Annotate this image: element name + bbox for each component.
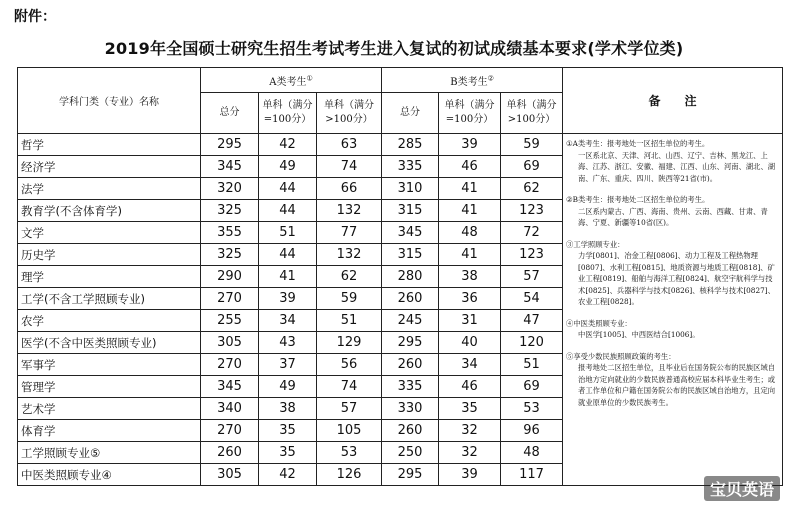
note-item [566,318,779,341]
score-cell-a-100: 35 [259,442,317,464]
score-cell-a-100: 41 [259,266,317,288]
score-cell-a-100: 49 [259,376,317,398]
score-cell-a-gt100: 59 [317,288,382,310]
subject-cell: 艺术学 [18,398,201,420]
score-cell-a-gt100: 62 [317,266,382,288]
score-cell-a-100: 42 [259,134,317,156]
score-cell-a-total: 345 [201,376,259,398]
score-cell-a-total: 355 [201,222,259,244]
score-cell-a-100: 34 [259,310,317,332]
note-title: ⑤享受少数民族照顾政策的考生： [566,351,676,361]
score-cell-b-total: 285 [382,134,439,156]
watermark-logo: 宝贝英语 [704,476,780,501]
score-cell-a-total: 305 [201,464,259,486]
score-cell-b-gt100: 47 [501,310,563,332]
score-cell-b-gt100: 53 [501,398,563,420]
attachment-label: 附件： [14,9,56,25]
score-cell-b-100: 39 [439,134,501,156]
subject-cell: 工学(不含工学照顾专业) [18,288,201,310]
score-cell-a-gt100: 51 [317,310,382,332]
page-title: 2019年全国硕士研究生招生考试考生进入复试的初试成绩基本要求(学术学位类) [104,39,684,58]
note-body: 报考地处二区招生单位，且毕业后在国务院公布的民族区域自治地方定向就业的少数民族普通高校应届本科毕业生考生；或者工作单位和户籍在国务院公布的民族区域自治地方，且定向就业原单位的少数民族考生。 [578,363,776,407]
note-title: ③工学照顾专业： [566,239,625,249]
score-cell-b-total: 260 [382,288,439,310]
notes-cell [563,134,783,486]
score-cell-b-gt100: 62 [501,178,563,200]
subject-cell: 军事学 [18,354,201,376]
note-body: 一区系北京、天津、河北、山西、辽宁、吉林、黑龙江、上海、江苏、浙江、安徽、福建、江西、山东、河南、湖北、湖南、广东、重庆、四川、陕西等21省(市)。 [578,150,776,183]
score-cell-a-gt100: 77 [317,222,382,244]
group-b-header: B类考生② [382,68,563,93]
score-cell-b-100: 41 [439,178,501,200]
score-cell-a-total: 270 [201,420,259,442]
score-cell-b-100: 48 [439,222,501,244]
a-single-gt100-header: 单科（满分>100分） [317,93,382,134]
score-cell-a-total: 320 [201,178,259,200]
score-cell-b-gt100: 96 [501,420,563,442]
score-cell-b-total: 310 [382,178,439,200]
a-total-header: 总分 [201,93,259,134]
note-title: ①A类考生：报考地处一区招生单位的考生。 [566,139,710,148]
note-title: ②B类考生：报考地处二区招生单位的考生。 [566,195,710,204]
score-cell-b-total: 335 [382,376,439,398]
score-cell-b-total: 315 [382,244,439,266]
score-cell-b-total: 260 [382,354,439,376]
score-table [17,67,783,486]
score-cell-b-gt100: 69 [501,156,563,178]
score-cell-a-gt100: 63 [317,134,382,156]
score-cell-b-100: 32 [439,420,501,442]
score-cell-a-total: 270 [201,288,259,310]
score-cell-b-100: 41 [439,244,501,266]
score-cell-a-gt100: 132 [317,200,382,222]
subject-cell: 工学照顾专业⑤ [18,442,201,464]
score-cell-b-100: 31 [439,310,501,332]
note-body: 中医学[1005]、中西医结合[1006]。 [578,330,700,339]
subject-cell: 法学 [18,178,201,200]
score-cell-a-total: 255 [201,310,259,332]
score-cell-a-total: 290 [201,266,259,288]
score-cell-b-gt100: 57 [501,266,563,288]
score-cell-a-total: 325 [201,244,259,266]
subject-column-header: 学科门类（专业）名称 [18,68,201,134]
subject-cell: 理学 [18,266,201,288]
subject-cell: 医学(不含中医类照顾专业) [18,332,201,354]
score-cell-b-gt100: 59 [501,134,563,156]
note-item [566,239,779,308]
score-cell-b-100: 46 [439,156,501,178]
subject-cell: 中医类照顾专业④ [18,464,201,486]
score-cell-b-100: 39 [439,464,501,486]
score-cell-a-100: 39 [259,288,317,310]
score-cell-a-gt100: 57 [317,398,382,420]
score-cell-a-total: 305 [201,332,259,354]
score-cell-a-100: 35 [259,420,317,442]
score-cell-b-gt100: 51 [501,354,563,376]
b-single-gt100-header: 单科（满分>100分） [501,93,563,134]
subject-cell: 经济学 [18,156,201,178]
score-cell-b-total: 295 [382,464,439,486]
score-cell-a-100: 44 [259,244,317,266]
score-cell-b-gt100: 69 [501,376,563,398]
score-cell-b-100: 32 [439,442,501,464]
subject-cell: 教育学(不含体育学) [18,200,201,222]
score-cell-b-gt100: 72 [501,222,563,244]
score-cell-a-100: 43 [259,332,317,354]
score-cell-b-gt100: 54 [501,288,563,310]
note-item [566,138,779,184]
score-cell-a-gt100: 53 [317,442,382,464]
score-cell-a-100: 51 [259,222,317,244]
subject-cell: 历史学 [18,244,201,266]
score-cell-b-100: 40 [439,332,501,354]
score-cell-a-gt100: 66 [317,178,382,200]
score-cell-b-total: 295 [382,332,439,354]
score-cell-a-gt100: 74 [317,156,382,178]
subject-cell: 文学 [18,222,201,244]
score-cell-b-100: 38 [439,266,501,288]
score-cell-b-100: 36 [439,288,501,310]
score-cell-b-total: 280 [382,266,439,288]
score-cell-a-total: 345 [201,156,259,178]
score-cell-b-100: 35 [439,398,501,420]
score-cell-a-100: 44 [259,178,317,200]
score-cell-a-100: 38 [259,398,317,420]
subject-cell: 体育学 [18,420,201,442]
score-cell-b-total: 335 [382,156,439,178]
score-cell-b-100: 46 [439,376,501,398]
note-title: ④中医类照顾专业： [566,318,632,328]
note-item [566,194,779,229]
table-row [18,134,783,156]
score-cell-a-gt100: 129 [317,332,382,354]
score-cell-a-total: 340 [201,398,259,420]
score-cell-b-100: 41 [439,200,501,222]
group-a-header: A类考生① [201,68,382,93]
note-body: 二区系内蒙古、广西、海南、贵州、云南、西藏、甘肃、青海、宁夏、新疆等10省(区)。 [578,206,768,227]
score-cell-a-gt100: 132 [317,244,382,266]
score-cell-a-100: 44 [259,200,317,222]
score-cell-a-gt100: 74 [317,376,382,398]
score-cell-b-total: 315 [382,200,439,222]
score-cell-a-gt100: 126 [317,464,382,486]
score-cell-b-gt100: 48 [501,442,563,464]
notes-column-header: 备 注 [563,68,783,134]
score-cell-a-100: 37 [259,354,317,376]
score-cell-b-total: 260 [382,420,439,442]
note-body: 力学[0801]、冶金工程[0806]、动力工程及工程热物理[0807]、水利工程[0815]、地质资源与地质工程[0818]、矿业工程[0819]、船舶与海洋工程[0824]、航空宇航科学与技术[0825]、兵器科学与技术[0826]、核科学与技术[0827]、农业工程[0828]。 [578,251,775,306]
score-cell-b-gt100: 120 [501,332,563,354]
subject-cell: 农学 [18,310,201,332]
score-cell-a-gt100: 56 [317,354,382,376]
subject-cell: 管理学 [18,376,201,398]
score-cell-a-gt100: 105 [317,420,382,442]
score-cell-a-total: 270 [201,354,259,376]
score-cell-a-100: 42 [259,464,317,486]
b-single-100-header: 单科（满分=100分） [439,93,501,134]
score-cell-a-total: 260 [201,442,259,464]
score-cell-a-total: 295 [201,134,259,156]
score-cell-b-total: 250 [382,442,439,464]
score-cell-b-gt100: 117 [501,464,563,486]
score-cell-b-total: 330 [382,398,439,420]
score-cell-a-total: 325 [201,200,259,222]
subject-cell: 哲学 [18,134,201,156]
score-cell-b-100: 34 [439,354,501,376]
note-item [566,351,779,409]
b-total-header: 总分 [382,93,439,134]
a-single-100-header: 单科（满分=100分） [259,93,317,134]
score-cell-b-gt100: 123 [501,244,563,266]
score-cell-b-gt100: 123 [501,200,563,222]
score-cell-b-total: 245 [382,310,439,332]
score-cell-a-100: 49 [259,156,317,178]
score-cell-b-total: 345 [382,222,439,244]
